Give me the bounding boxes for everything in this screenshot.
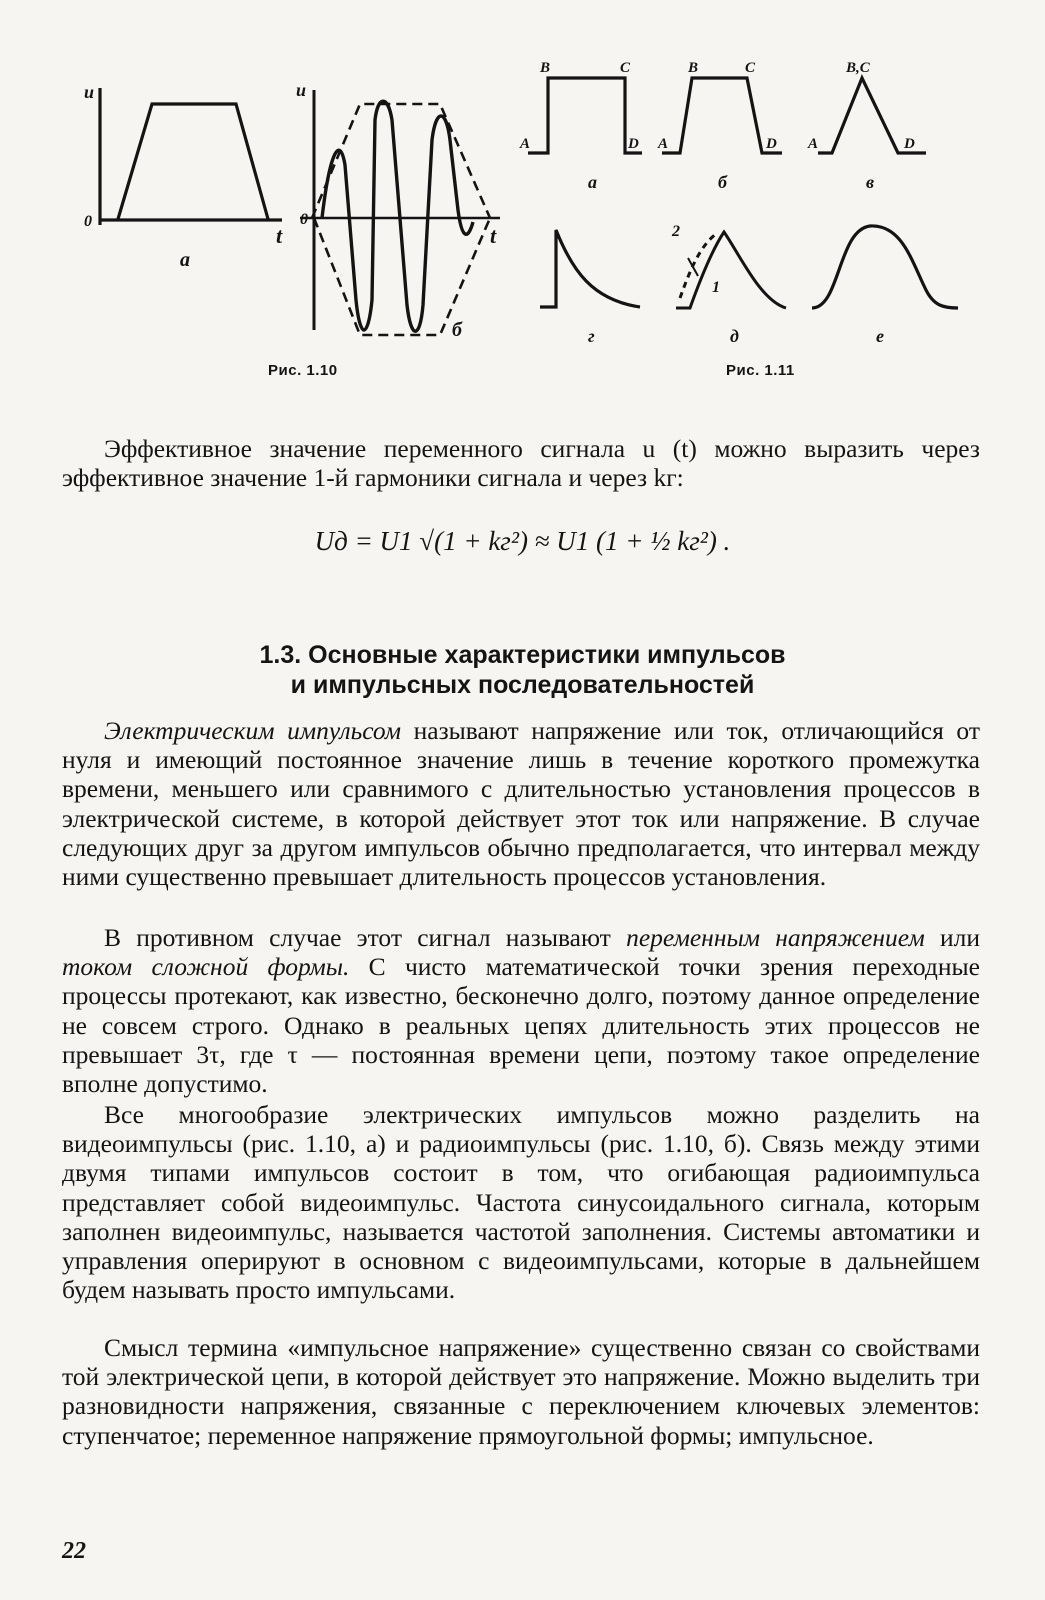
section-heading [0, 640, 1045, 700]
point-D-b: D [766, 136, 777, 152]
para3-part-a: В противном случае этот сигнал называют [104, 923, 627, 952]
figure-1-11-d [676, 232, 786, 308]
bell-pulse [812, 226, 958, 308]
subfig-label-a-1-10: а [180, 249, 190, 271]
figure-1-11-g [540, 230, 640, 307]
term-electric-pulse: Электрическим импульсом [104, 716, 401, 745]
subfig-label-b-1-11: б [718, 172, 727, 192]
figures-area [0, 0, 1045, 400]
point-D-v: D [904, 136, 915, 152]
figure-1-11-a [528, 78, 642, 153]
figure-1-10-a [100, 88, 282, 225]
sawtooth-pulse [676, 232, 786, 308]
point-B-a: B [540, 60, 551, 76]
curve-label-1: 1 [712, 279, 720, 296]
point-C-b: C [745, 60, 756, 76]
point-B-b: B [688, 60, 699, 76]
caption-fig-1-11: Рис. 1.11 [726, 362, 795, 379]
formula-effective-value: Uд = U1 √(1 + kг²) ≈ U1 (1 + ½ kг²) . [314, 526, 731, 556]
rect-pulse [528, 78, 642, 153]
envelope-upper [312, 104, 490, 218]
point-D-a: D [628, 136, 639, 152]
figure-1-11-b [662, 78, 782, 153]
figure-1-10-b [300, 90, 500, 335]
caption-fig-1-10: Рис. 1.10 [268, 362, 338, 379]
zero-label-right: 0 [300, 211, 308, 228]
zero-label-left: 0 [84, 213, 92, 230]
paragraph-pulse-voltage-term: Смысл термина «импульсное напряжение» существенно связан со свойствами той электрической цепи, в которой действует это напряжение. Можно выделить три разновидности напряжения, связанные с переключением ключевых элементов: ступенчатое; переменное напряжение прямоугольной формы; импульсное. [62, 1333, 980, 1450]
curve-label-2: 2 [672, 223, 680, 240]
subfig-label-b-1-10: б [452, 319, 462, 341]
page-number: 22 [62, 1538, 86, 1564]
term-complex-current: током сложной формы. [62, 952, 350, 982]
subfig-label-a-1-11: а [588, 172, 597, 192]
paragraph-alternating-signal [62, 923, 980, 1098]
axis-label-u-right: u [296, 80, 307, 100]
paragraph-pulse-definition-text: называют напряжение или ток, отличающийся от нуля и имеющий постоянное значение лишь в течение короткого промежутка времени, меньшего или сравнимого с длительностью установления процессов в электрической системе, в которой действует этот ток или напряжение. В случае следующих друг за другом импульсов обычно предполагается, что интервал между ними существенно превышает длительность процессов установления. [62, 716, 980, 892]
subfig-label-d-1-11: д [730, 326, 739, 346]
subfig-label-g-1-11: г [588, 326, 595, 346]
point-C-a: C [620, 60, 631, 76]
video-pulse-trapezoid [118, 104, 268, 219]
t-label-right: t [490, 223, 497, 248]
point-A-a: A [520, 136, 531, 152]
para3-part-c: С чисто математической точки зрения переходные процессы протекают, как известно, бесконечно долго, поэтому данное определение не совсем строго. Однако в реальных цепях длительность этих процессов не превышает 3τ, где τ — постоянная времени цепи, поэтому такое определение вполне допустимо. [62, 952, 980, 1099]
subfig-label-e-1-11: е [876, 326, 884, 346]
section-heading-line-1: 1.3. Основные характеристики импульсов [259, 641, 786, 669]
para3-part-b: или [924, 923, 980, 952]
term-alternating-voltage: переменным напряжением [626, 923, 925, 952]
point-A-b: A [658, 136, 669, 152]
paragraph-video-radio-pulses: Все многообразие электрических импульсов можно разделить на видеоимпульсы (рис. 1.10, а) и радиоимпульсы (рис. 1.10, б). Связь между этими двумя типами импульсов состоит в том, что огибающая радиоимпульса представляет собой видеоимпульс. Частота синусоидального сигнала, которым заполнен видеоимпульс, называется частотой заполнения. Системы автоматики и управления оперируют в основном с видеоимпульсами, которые в дальнейшем будем называть просто импульсами. [62, 1100, 980, 1305]
point-BC-v: B,C [846, 60, 870, 76]
paragraph-effective-value: Эффективное значение переменного сигнала u (t) можно выразить через эффективное значение 1-й гармоники сигнала и через kг: [62, 434, 980, 493]
point-A-v: A [808, 136, 819, 152]
axis-label-u-left: u [84, 82, 95, 102]
section-heading-line-2: и импульсных последовательностей [290, 671, 755, 699]
exponential-pulse [540, 230, 640, 307]
trapezoid-pulse [662, 78, 782, 153]
t-label-left: t [276, 223, 283, 248]
paragraph-pulse-definition [62, 716, 980, 891]
subfig-label-v-1-11: в [866, 172, 875, 192]
figure-1-11-e [812, 226, 958, 308]
